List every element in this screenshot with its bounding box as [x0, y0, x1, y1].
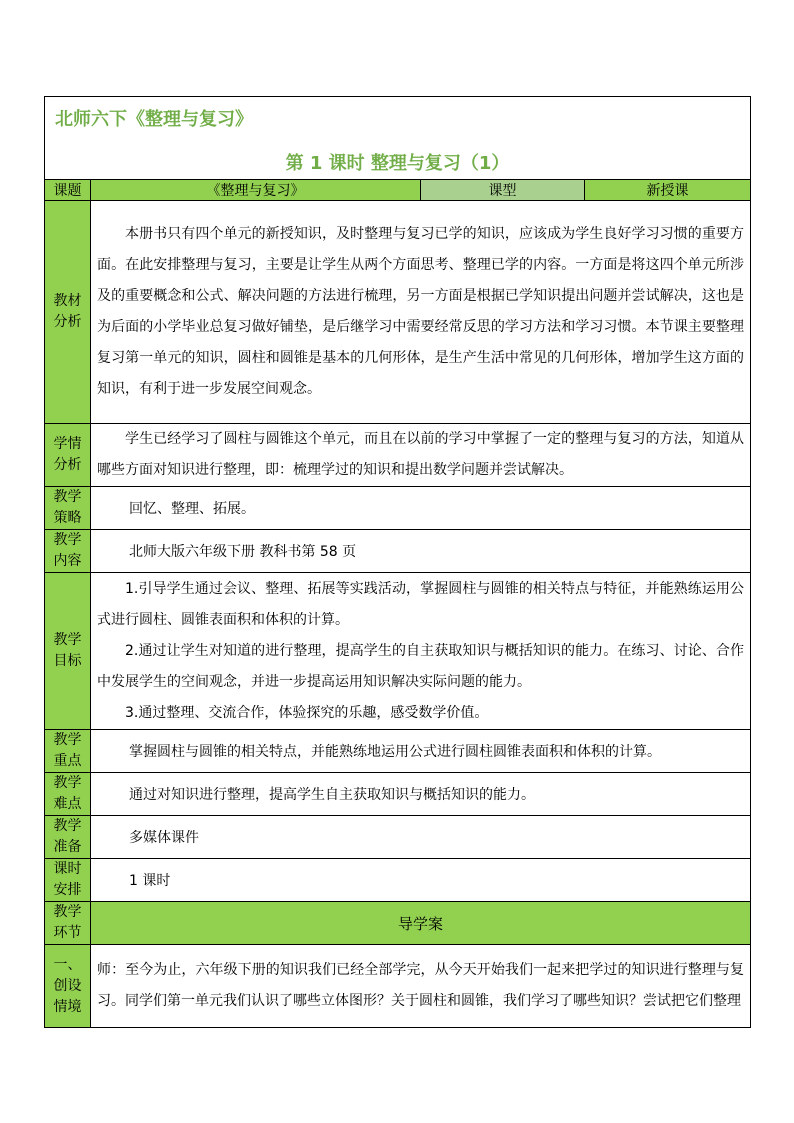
strategy-text: 回忆、整理、拓展。: [91, 487, 751, 530]
row-difficulty: [45, 773, 751, 816]
hours-label: 课时 安排: [45, 859, 91, 902]
row-learner-analysis: [45, 424, 751, 487]
row-material-analysis: [45, 201, 751, 424]
row-content: [45, 530, 751, 573]
type-value: 新授课: [585, 180, 751, 201]
hours-text: 1 课时: [91, 859, 751, 902]
row-prep: [45, 816, 751, 859]
difficulty-label: 教学 难点: [45, 773, 91, 816]
stage-label: 教学 环节: [45, 902, 91, 945]
row-hours: [45, 859, 751, 902]
row-scene: [45, 945, 751, 1028]
title-block: [45, 97, 751, 180]
goal-2: 2.通过让学生对知道的进行整理，提高学生的自主获取知识与概括知识的能力。在练习、讨论、合作中发展学生的空间观念，并进一步提高运用知识解决实际问题的能力。: [97, 642, 744, 690]
goals-text: [91, 573, 751, 730]
material-analysis-text: 本册书只有四个单元的新授知识，及时整理与复习已学的知识，应该成为学生良好学习习惯的重要方面。在此安排整理与复习，主要是让学生从两个方面思考、整理已学的内容。一方面是将这四个单元所涉及的重要概念和公式、解决问题的方法进行梳理，另一方面是根据已学知识提出问题并尝试解决，这也是为后面的小学毕业总复习做好铺垫，是后继学习中需要经常反思的学习方法和学习习惯。本节课主要整理复习第一单元的知识，圆柱和圆锥是基本的几何形体，是生产生活中常见的几何形体，增加学生这方面的知识，有利于进一步发展空间观念。: [91, 201, 751, 424]
goal-1: 1.引导学生通过会议、整理、拓展等实践活动，掌握圆柱与圆锥的相关特点与特征，并能熟练运用公式进行圆柱、圆锥表面积和体积的计算。: [97, 580, 744, 628]
material-analysis-label: 教材 分析: [45, 201, 91, 424]
prep-text: 多媒体课件: [91, 816, 751, 859]
prep-label: 教学 准备: [45, 816, 91, 859]
lesson-plan-table: [44, 96, 751, 1028]
lesson-title: 第 1 课时 整理与复习（1）: [285, 153, 510, 174]
row-goals: [45, 573, 751, 730]
type-label: 课型: [421, 180, 585, 201]
content-text: 北师大版六年级下册 教科书第 58 页: [91, 530, 751, 573]
stage-text: 导学案: [91, 902, 751, 945]
content-label: 教学 内容: [45, 530, 91, 573]
keypoint-label: 教学 重点: [45, 730, 91, 773]
topic-value: 《整理与复习》: [91, 180, 421, 201]
row-strategy: [45, 487, 751, 530]
goal-3: 3.通过整理、交流合作，体验探究的乐趣，感受数学价值。: [125, 704, 489, 721]
lesson-plan-sheet: [44, 96, 750, 1028]
scene-label: 一、 创设 情境: [45, 945, 91, 1028]
learner-analysis-label: 学情 分析: [45, 424, 91, 487]
keypoint-text: 掌握圆柱与圆锥的相关特点，并能熟练地运用公式进行圆柱圆锥表面积和体积的计算。: [91, 730, 751, 773]
topic-label: 课题: [45, 180, 91, 201]
header-row: [45, 180, 751, 201]
document-title: 北师六下《整理与复习》: [55, 109, 253, 130]
strategy-label: 教学 策略: [45, 487, 91, 530]
goals-label: 教学 目标: [45, 573, 91, 730]
row-stage: [45, 902, 751, 945]
row-keypoint: [45, 730, 751, 773]
scene-text: 师：至今为止，六年级下册的知识我们已经全部学完，从今天开始我们一起来把学过的知识进行整理与复习。同学们第一单元我们认识了哪些立体图形？关于圆柱和圆锥，我们学习了哪些知识？尝试把它们整理: [91, 945, 751, 1028]
difficulty-text: 通过对知识进行整理，提高学生自主获取知识与概括知识的能力。: [91, 773, 751, 816]
learner-analysis-text: 学生已经学习了圆柱与圆锥这个单元，而且在以前的学习中掌握了一定的整理与复习的方法，知道从哪些方面对知识进行整理，即：梳理学过的知识和提出数学问题并尝试解决。: [91, 424, 751, 487]
